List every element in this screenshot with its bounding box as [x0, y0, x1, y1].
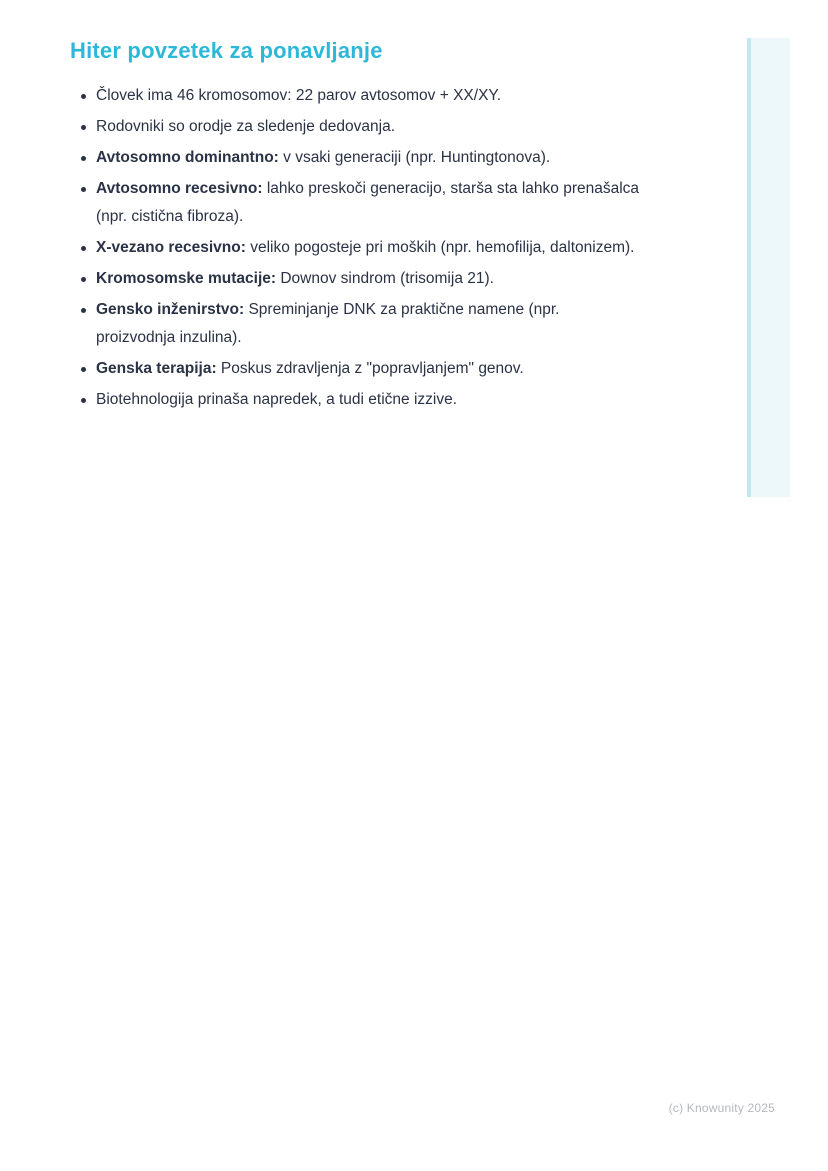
list-item [96, 296, 641, 352]
bullet-bold-label: Kromosomske mutacije: [96, 270, 277, 287]
bullet-bold-label: Avtosomno dominantno: [96, 149, 279, 166]
bullet-text: Biotehnologija prinaša napredek, a tudi etične izzive. [96, 391, 458, 408]
list-item [96, 113, 641, 141]
list-item [96, 386, 641, 414]
bullet-text: v vsaki generaciji (npr. Huntingtonova). [278, 149, 551, 166]
bullet-text: lahko preskoči generacijo, starša sta lahko prenašalca (npr. cistična fibroza). [96, 180, 640, 225]
bullet-text: Poskus zdravljenja z "popravljanjem" genov. [216, 360, 524, 377]
bullet-bold-label: Gensko inženirstvo: [96, 301, 245, 318]
list-item [96, 265, 641, 293]
list-item [96, 234, 641, 262]
bullet-bold-label: Genska terapija: [96, 360, 217, 377]
bullet-text: Rodovniki so orodje za sledenje dedovanja. [96, 118, 396, 135]
list-item [96, 82, 641, 110]
list-item [96, 175, 641, 231]
footer-credit: (c) Knowunity 2025 [668, 1101, 775, 1115]
bullet-text: Spreminjanje DNK za praktične namene (npr. proizvodnja inzulina). [96, 301, 560, 346]
bullet-bold-label: X-vezano recesivno: [96, 239, 246, 256]
summary-list [70, 82, 641, 417]
page-title: Hiter povzetek za ponavljanje [70, 38, 383, 63]
bullet-text: veliko pogosteje pri moških (npr. hemofilija, daltonizem). [245, 239, 635, 256]
right-accent-panel [747, 38, 790, 497]
bullet-bold-label: Avtosomno recesivno: [96, 180, 263, 197]
list-item [96, 355, 641, 383]
bullet-text: Človek ima 46 kromosomov: 22 parov avtosomov + XX/XY. [96, 87, 502, 104]
list-item [96, 144, 641, 172]
bullet-text: Downov sindrom (trisomija 21). [276, 270, 494, 287]
